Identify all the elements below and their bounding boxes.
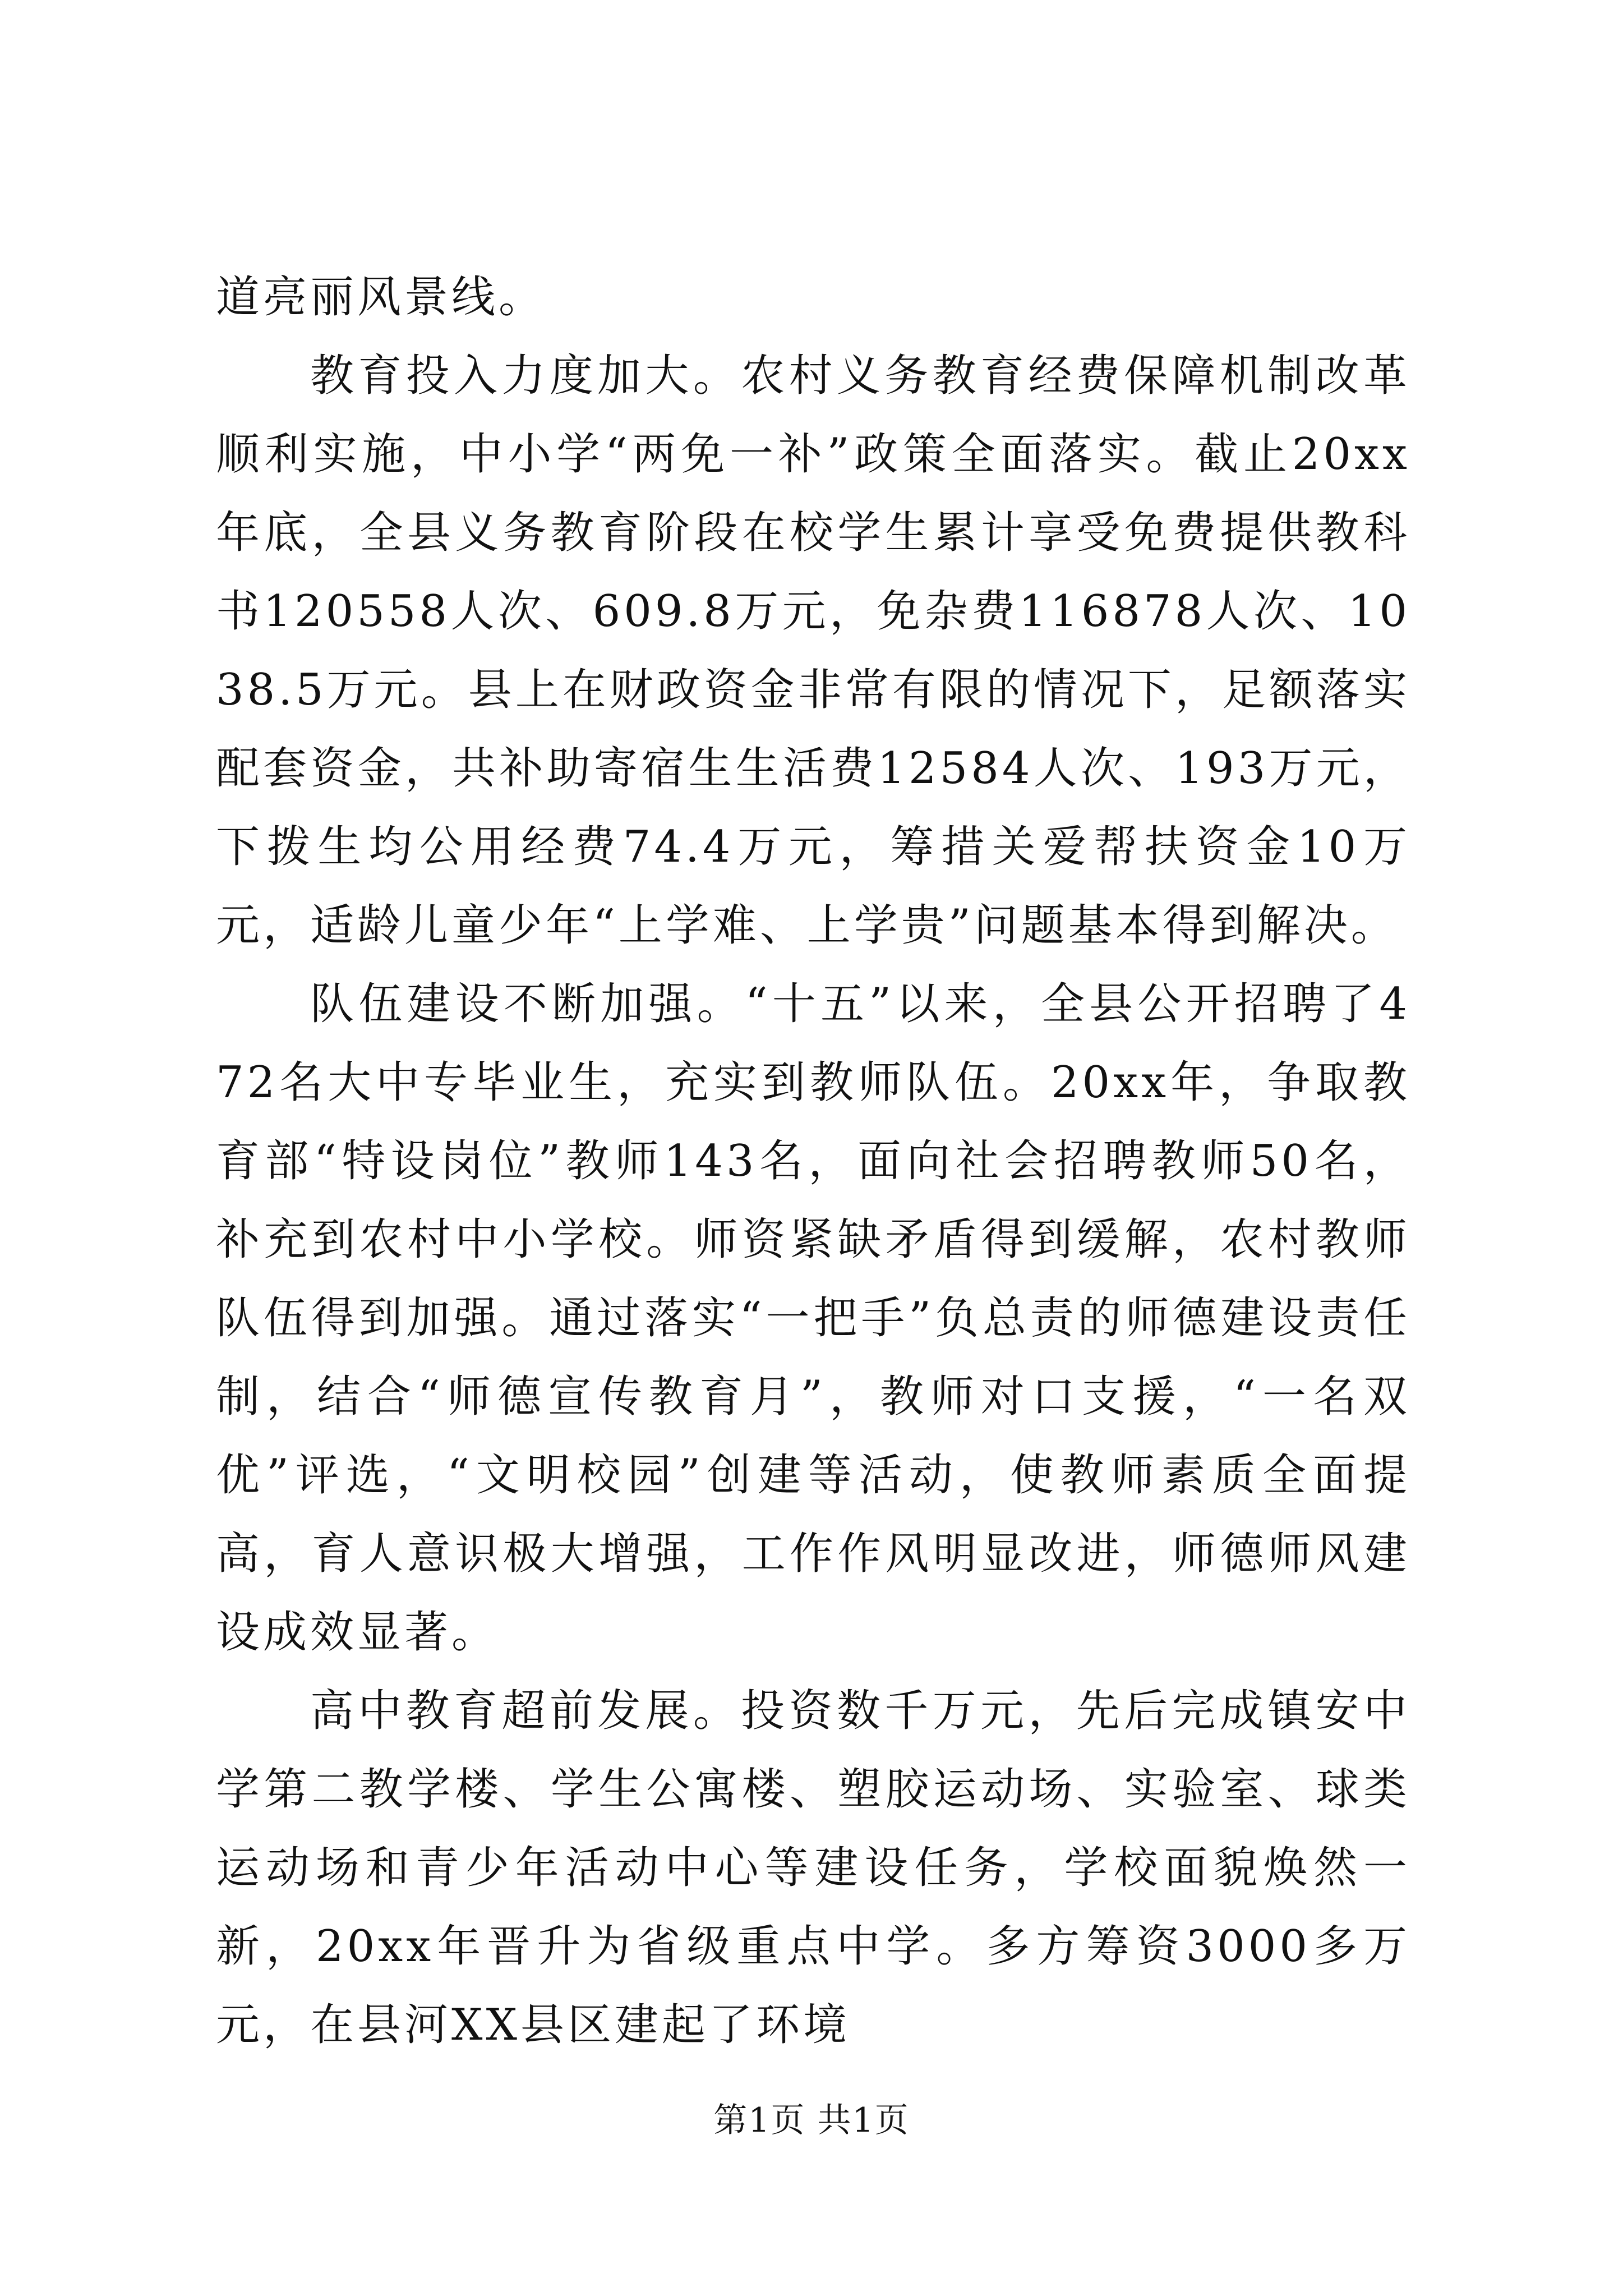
page-footer: 第1页 共1页 bbox=[713, 2101, 910, 2140]
document-body bbox=[216, 258, 1410, 2064]
paragraph-continuation: 道亮丽风景线。 bbox=[216, 272, 546, 323]
paragraph-high-school: 高中教育超前发展。投资数千万元，先后完成镇安中学第二教学楼、学生公寓楼、塑胶运动场、实验室、球类运动场和青少年活动中心等建设任务，学校面貌焕然一新，20xx年晋升为省级重点中学。多方筹资3000多万元，在县河XX县区建起了环境 bbox=[216, 1686, 1410, 2050]
paragraph-education-investment: 教育投入力度加大。农村义务教育经费保障机制改革顺利实施，中小学“两免一补”政策全面落实。截止20xx年底，全县义务教育阶段在校学生累计享受免费提供教科书120558人次、609.8万元，免杂费116878人次、1038.5万元。县上在财政资金非常有限的情况下，足额落实配套资金，共补助寄宿生生活费12584人次、193万元，下拨生均公用经费74.4万元，筹措关爱帮扶资金10万元，适龄儿童少年“上学难、上学贵”问题基本得到解决。 bbox=[216, 351, 1410, 951]
paragraph-teacher-team: 队伍建设不断加强。“十五”以来，全县公开招聘了472名大中专毕业生，充实到教师队伍。20xx年，争取教育部“特设岗位”教师143名，面向社会招聘教师50名，补充到农村中小学校。师资紧缺矛盾得到缓解，农村教师队伍得到加强。通过落实“一把手”负总责的师德建设责任制，结合“师德宣传教育月”，教师对口支援，“一名双优”评选，“文明校园”创建等活动，使教师素质全面提高，育人意识极大增强，工作作风明显改进，师德师风建设成效显著。 bbox=[216, 979, 1410, 1658]
